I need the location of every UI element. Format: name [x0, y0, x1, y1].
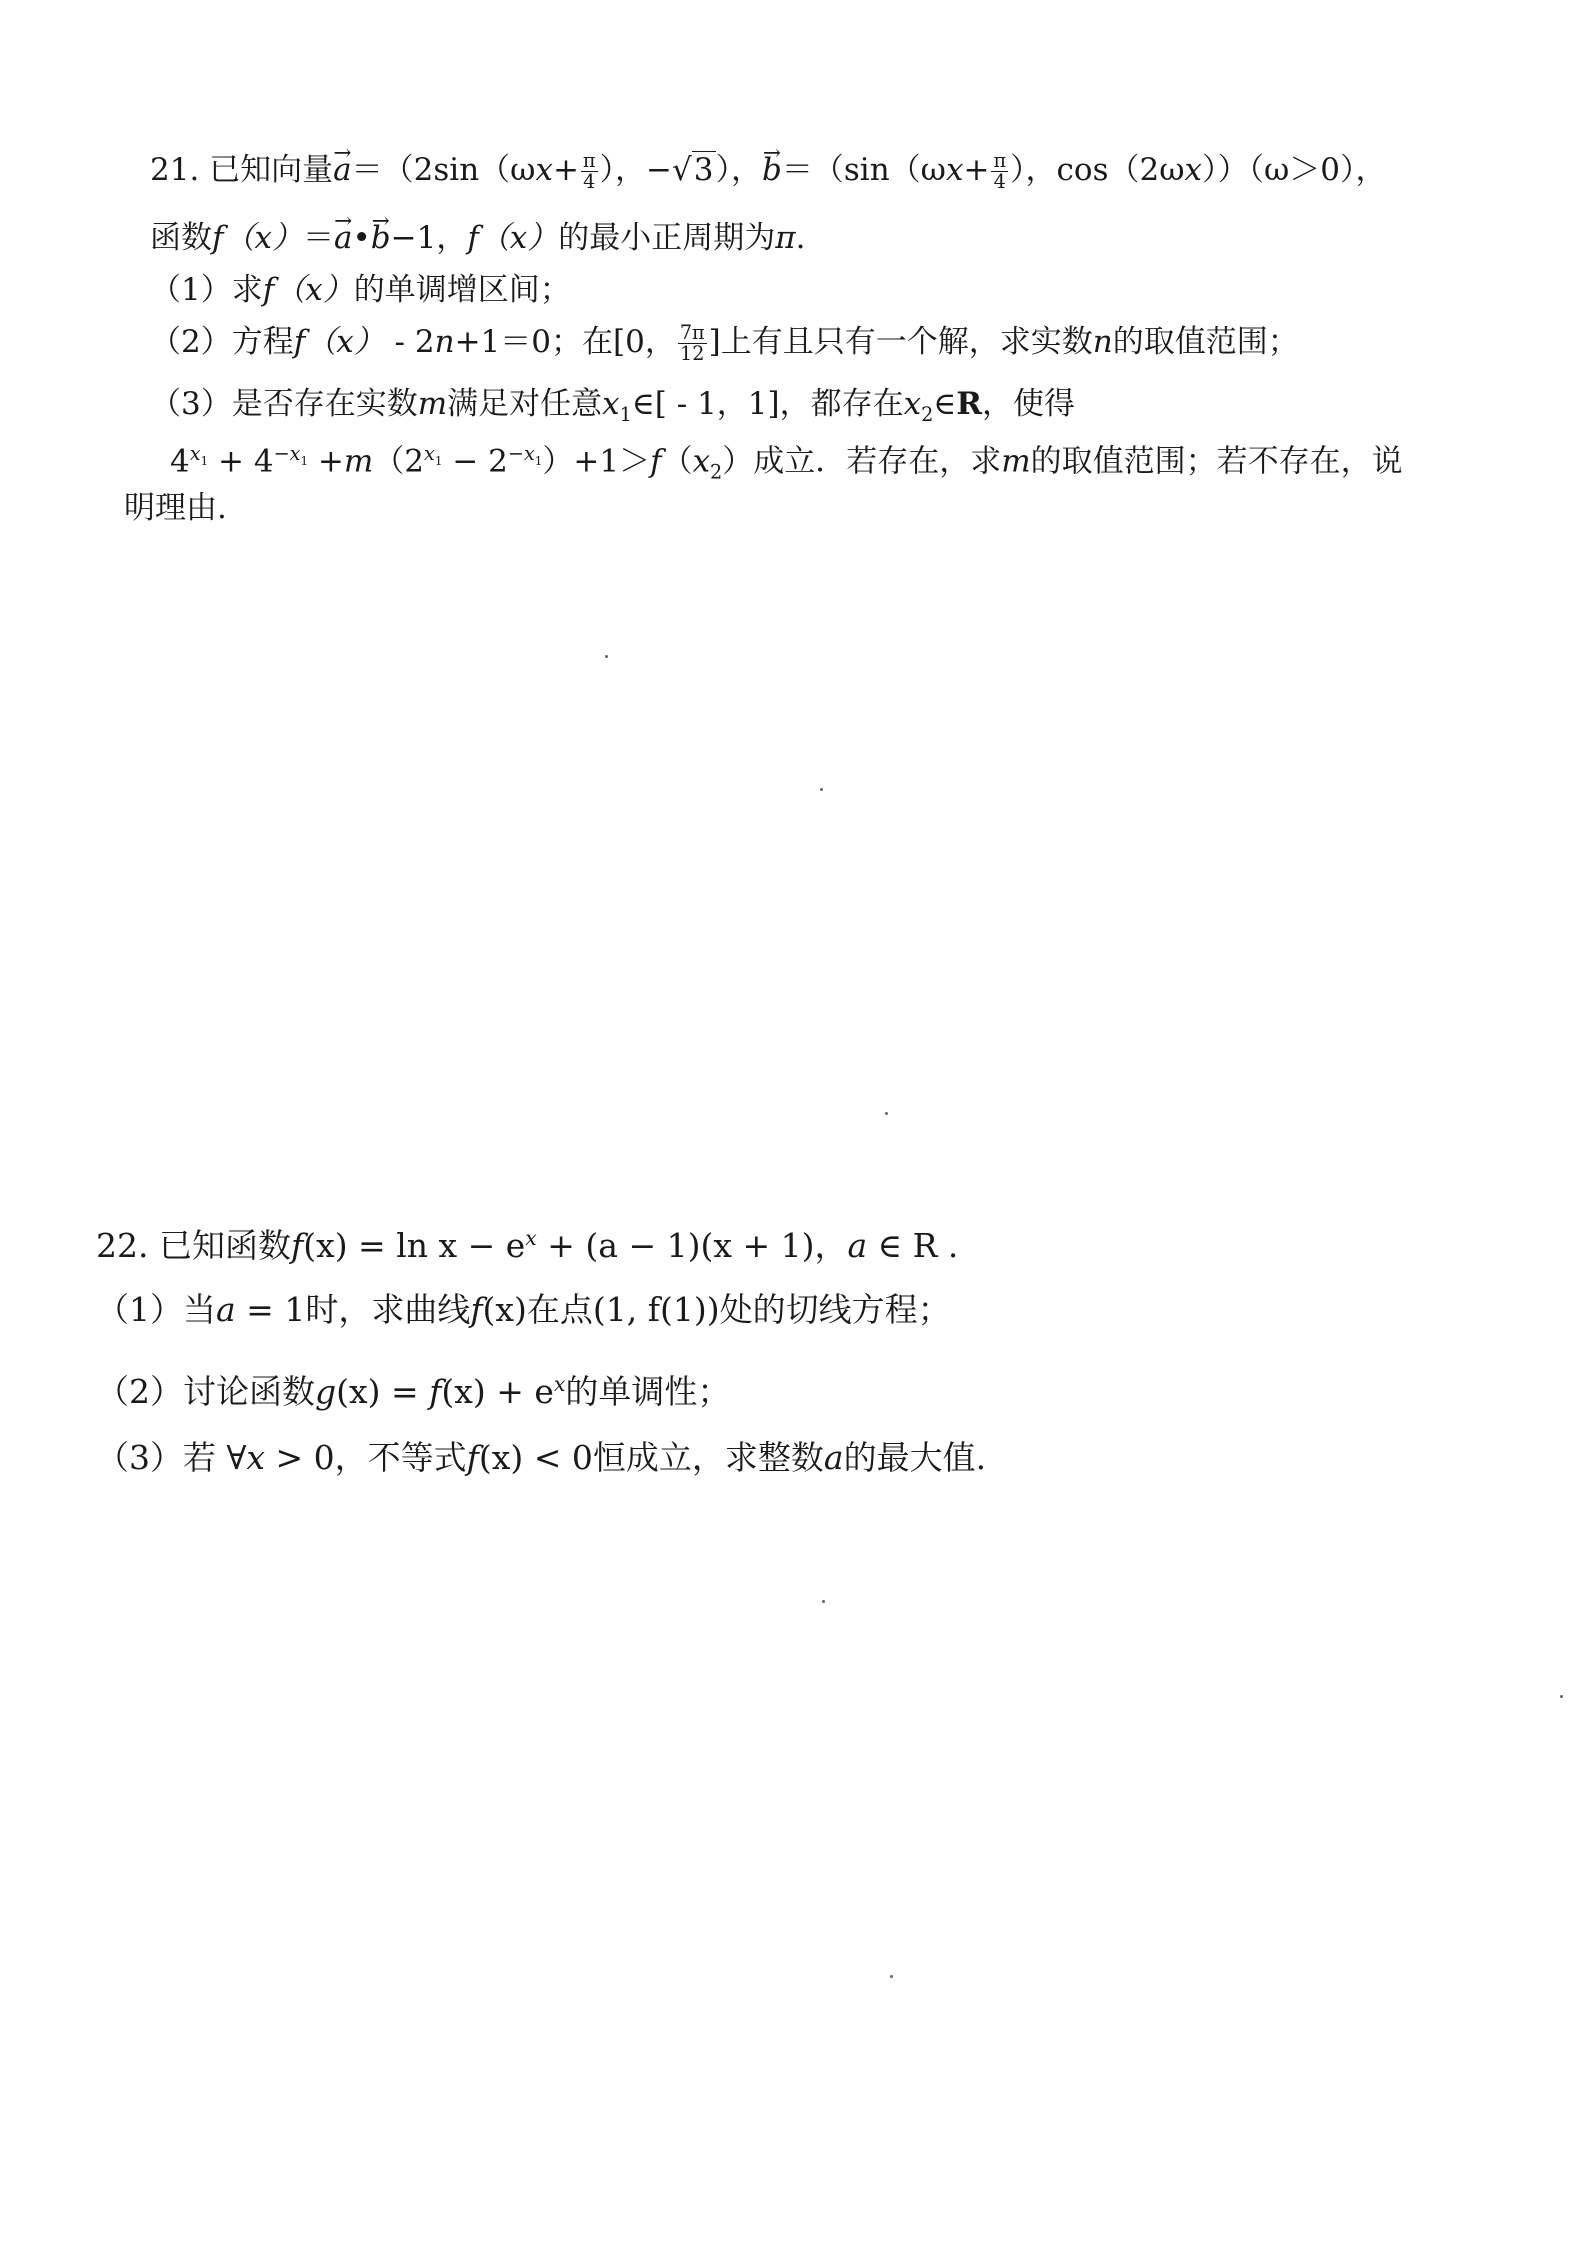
scan-speck [885, 1112, 888, 1115]
q21-text: ＝ [302, 220, 334, 256]
q21-text: 的取值范围；若不存在，说 [1030, 443, 1403, 480]
frac-num: 7π [679, 320, 705, 344]
function-f: f（x） [262, 272, 354, 308]
q21-text: ]上有且只有一个解，求实数 [708, 324, 1093, 360]
q22-line-1 [96, 1218, 958, 1266]
q21-part-2 [150, 322, 1299, 364]
scan-speck [820, 788, 823, 791]
function-f: f（x） [467, 220, 559, 256]
scan-speck [605, 655, 608, 658]
function-f: f（x） [293, 324, 385, 360]
var-x: x [535, 152, 553, 188]
subscript: 1 [300, 453, 309, 468]
q22-text: 的最大值. [843, 1438, 987, 1477]
q21-text: 方程 [231, 324, 294, 360]
vector-b: → b [371, 218, 391, 258]
fraction-pi-4 [581, 148, 598, 193]
q22-text: ∈ R . [867, 1226, 959, 1265]
var-x: x [602, 386, 620, 422]
part-index: （1） [150, 272, 232, 308]
q22-part-1 [96, 1290, 951, 1330]
exponent [507, 442, 543, 468]
q22-text: (x)在点 [482, 1290, 593, 1329]
q21-text: 满足对任意 [447, 386, 603, 422]
q22-number: 22. [96, 1226, 149, 1265]
q21-text: ∈[ - 1，1]，都存在 [631, 386, 904, 422]
var-x: x [189, 442, 201, 465]
scan-speck [890, 1975, 893, 1978]
frac-num: π [993, 148, 1007, 172]
fraction-pi-4 [991, 148, 1008, 193]
subscript: 2 [710, 460, 723, 484]
q22-text: 当 [183, 1290, 216, 1329]
q21-part-3 [150, 384, 1075, 435]
q22-text: > 0，不等式 [265, 1438, 467, 1477]
q21-text: 的最小正周期为 [558, 220, 776, 256]
var-x: x [246, 1438, 266, 1477]
vector-a: → a [334, 218, 352, 258]
q21-text: − 2 [442, 443, 508, 480]
q22-text: 的单调性； [565, 1372, 731, 1411]
q22-text: 处的切线方程； [719, 1290, 951, 1329]
q21-text: ＝（sin（ω [781, 152, 946, 188]
q21-text: ），cos（2ω [1010, 152, 1185, 188]
frac-num: π [582, 148, 596, 172]
function-f: f [650, 443, 662, 480]
q21-text: （2 [373, 443, 425, 480]
real-set: R [956, 386, 983, 422]
var-n: n [434, 324, 455, 360]
q21-text: 的取值范围； [1112, 324, 1299, 360]
subscript: 1 [200, 453, 209, 468]
q22-text: 已知函数 [158, 1226, 291, 1265]
var-m: m [1001, 443, 1031, 480]
q22-text: (x) + e [441, 1372, 554, 1411]
q21-text: ）， [715, 152, 763, 188]
exponent [273, 442, 309, 468]
q21-line-1 [150, 150, 1387, 192]
var-x: x [945, 152, 964, 188]
var-a: a [216, 1290, 236, 1329]
q21-text: ∈ [933, 386, 957, 422]
sqrt-sign: √ [672, 152, 692, 188]
part-index: （3） [96, 1438, 183, 1477]
var-x: x [692, 443, 711, 480]
scan-speck [822, 1600, 825, 1603]
sqrt-radicand: 3 [693, 152, 714, 188]
subscript: 1 [534, 453, 543, 468]
function-f: f [290, 1226, 304, 1265]
q21-text: ）成立．若存在，求 [722, 443, 1002, 480]
part-index: （3） [150, 386, 232, 422]
q21-text: ））（ω＞0）， [1201, 152, 1387, 188]
function-f: f [470, 1290, 483, 1329]
q21-text: + [552, 152, 579, 188]
q21-text: 的单调增区间； [353, 272, 571, 308]
var-n: n [1092, 324, 1113, 360]
var-x: x [424, 442, 435, 465]
frac-den: 12 [680, 342, 705, 365]
frac-den: 4 [993, 170, 1006, 193]
exponent [189, 442, 209, 468]
exponent: x [553, 1372, 566, 1396]
q22-text: (x) = ln x − e [303, 1226, 526, 1265]
vector-a: → a [333, 150, 351, 190]
q21-text: 已知向量 [209, 152, 334, 188]
var-m: m [417, 386, 448, 422]
var-a: a [847, 1226, 868, 1265]
var-x: −x [273, 442, 301, 465]
q21-text: （ [661, 443, 693, 480]
q21-text: + 4 [208, 443, 274, 480]
var-a: a [823, 1438, 844, 1477]
q21-text: ，使得 [982, 386, 1076, 422]
part-index: （2） [150, 324, 232, 360]
point-coordinates: (1, f(1)) [592, 1290, 720, 1329]
q21-line-2 [150, 218, 806, 258]
var-m: m [343, 443, 374, 480]
scan-speck [1560, 1695, 1563, 1698]
q21-text: 是否存在实数 [231, 386, 418, 422]
q21-text: - 2 [384, 324, 435, 360]
function-f: f [429, 1372, 442, 1411]
var-x: x [903, 386, 922, 422]
subscript: 1 [619, 403, 632, 427]
q22-part-3 [96, 1438, 986, 1478]
part-index: （1） [96, 1290, 183, 1329]
q21-text: 明理由. [124, 490, 227, 526]
q21-text: +1＝0；在[0， [454, 324, 676, 360]
function-f: f（x） [212, 220, 303, 256]
frac-den: 4 [583, 170, 596, 193]
function-f: f [466, 1438, 479, 1477]
q21-number: 21. [150, 152, 200, 188]
q21-part-1 [150, 270, 571, 310]
q22-text: + (a − 1)(x + 1)， [536, 1226, 848, 1265]
q21-text: + [963, 152, 990, 188]
vector-b: → b [762, 150, 782, 190]
q21-text: −1， [390, 220, 468, 256]
var-x: x [1184, 152, 1202, 188]
q21-text: 求 [231, 272, 263, 308]
q21-text: 函数 [150, 220, 212, 256]
function-g: g [315, 1372, 337, 1411]
subscript: 2 [921, 403, 934, 427]
q22-text: (x) = [336, 1372, 430, 1411]
exponent: x [525, 1226, 537, 1250]
q21-text: + [308, 443, 344, 480]
q22-part-2 [96, 1364, 730, 1412]
var-x: −x [507, 442, 535, 465]
exponent [424, 442, 443, 468]
q22-text: = 1时，求曲线 [235, 1290, 471, 1329]
q21-text: ）+1＞ [542, 443, 651, 480]
q21-part-3-inequality [170, 434, 1403, 493]
q22-text: 讨论函数 [183, 1372, 315, 1411]
q21-text: ＝（2sin（ω [351, 152, 536, 188]
fraction-7pi-12 [678, 320, 707, 365]
q22-text: (x) < 0恒成立，求整数 [478, 1438, 824, 1477]
q21-text: 4 [170, 443, 190, 480]
part-index: （2） [96, 1372, 183, 1411]
subscript: 1 [434, 453, 443, 468]
q21-text: ），− [599, 152, 673, 188]
q21-text: . [795, 220, 806, 256]
q22-text: 若 ∀ [183, 1438, 247, 1477]
q21-part-3-cont [124, 488, 227, 528]
pi-symbol: π [775, 220, 796, 256]
dot-product: • [352, 220, 371, 256]
